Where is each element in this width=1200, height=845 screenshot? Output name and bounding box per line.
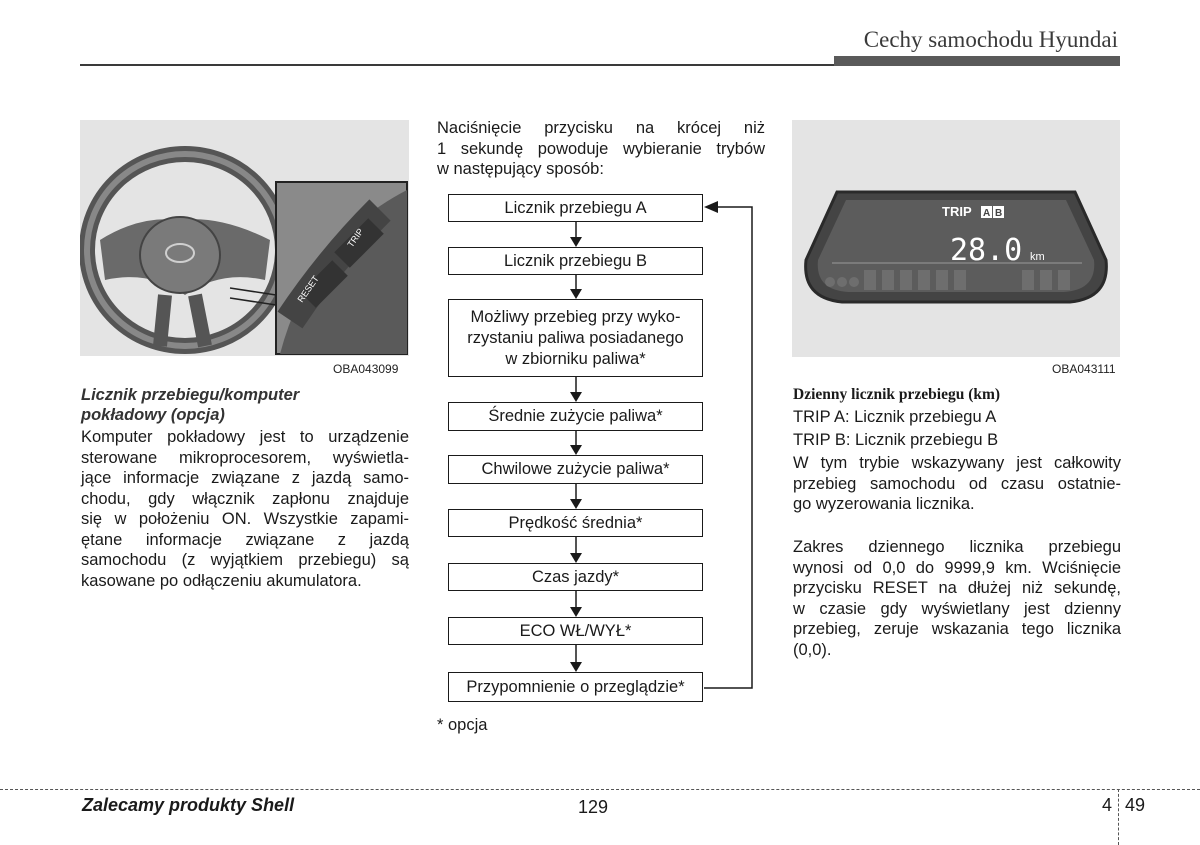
image-code-right: OBA043111: [1052, 362, 1116, 376]
text-line: 1 sekundę powoduje wybieranie trybów: [437, 139, 765, 158]
down-arrow-icon: [569, 222, 583, 247]
trip-value: 28.0: [950, 233, 1023, 268]
section-heading-left: [81, 385, 411, 425]
flow-step-label: w zbiorniku paliwa*: [505, 349, 646, 368]
text-line: w następujący sposób:: [437, 160, 604, 178]
trip-unit: km: [1030, 251, 1045, 263]
flow-step-label: Prędkość średnia*: [508, 513, 643, 532]
text-line: Komputer pokładowy jest to urządzenie: [81, 428, 409, 446]
text-line: jące informacje związane z jazdą samo-: [81, 469, 409, 487]
flow-step-label: Chwilowe zużycie paliwa*: [481, 460, 670, 478]
header-rule-accent: [834, 56, 1120, 66]
trip-b-line: TRIP B: Licznik przebiegu B: [793, 431, 999, 449]
flow-step: [448, 299, 703, 377]
right-paragraph-2: [793, 537, 1121, 660]
flow-step: [448, 617, 703, 645]
down-arrow-icon: [569, 431, 583, 455]
trip-label: TRIP: [345, 226, 366, 250]
text-line: się w położeniu ON. Wszystkie zapami-: [81, 510, 409, 528]
trip-a-indicator: A: [983, 208, 991, 219]
trip-mode-text: TRIP: [942, 204, 972, 219]
flow-step: [448, 247, 703, 275]
trip-a-line: TRIP A: Licznik przebiegu A: [793, 408, 997, 426]
text-line: w czasie gdy wyświetlany jest dzienny: [793, 599, 1121, 618]
text-line: go wyzerowania licznika.: [793, 495, 975, 513]
footer-rule: [0, 789, 1200, 790]
chapter-number: 4: [1102, 795, 1113, 815]
flow-step: [448, 402, 703, 431]
text-line: Zakres dziennego licznika przebiegu: [793, 538, 1121, 556]
down-arrow-icon: [569, 275, 583, 299]
footer-divider: [1118, 789, 1119, 845]
heading-line: pokładowy (opcja): [81, 406, 225, 424]
text-line: (0,0).: [793, 640, 832, 659]
text-line: sterowane mikroprocesorem, wyświetla-: [81, 448, 409, 467]
running-header: Cechy samochodu Hyundai: [863, 27, 1118, 52]
flow-step-label: Czas jazdy*: [531, 567, 620, 586]
text-line: wynosi od 0,0 do 9999,9 km. Wciśnięcie: [793, 558, 1121, 577]
intro-paragraph: [437, 118, 765, 180]
flow-step-label: Możliwy przebieg przy wyko-: [470, 307, 681, 326]
text-line: kasowane po odłączeniu akumulatora.: [81, 571, 362, 590]
footer-slogan: Zalecamy produkty Shell: [82, 795, 295, 815]
text-line: ętane informacje związane z jazdą: [81, 530, 409, 549]
flow-step: [448, 563, 703, 591]
flow-step: [448, 455, 703, 484]
image-code-left: OBA043099: [333, 362, 399, 376]
right-paragraph-1: [793, 453, 1121, 515]
down-arrow-icon: [569, 537, 583, 563]
page-number: 129: [578, 797, 609, 817]
flow-step: [448, 509, 703, 537]
flow-step-label: Przypomnienie o przeglądzie*: [466, 677, 685, 696]
display-illustration: [792, 120, 1120, 357]
flow-step-label: Licznik przebiegu A: [504, 198, 647, 217]
reset-label: RESET: [295, 273, 321, 305]
flow-step-label: Licznik przebiegu B: [503, 251, 648, 270]
flow-step: [448, 672, 703, 702]
down-arrow-icon: [569, 377, 583, 402]
flow-step-label: Średnie zużycie paliwa*: [488, 407, 663, 425]
down-arrow-icon: [569, 645, 583, 672]
trip-display-image: [792, 120, 1120, 357]
text-line: przebieg, zeruje wskazania tego licznika: [793, 620, 1121, 638]
steering-wheel-illustration: [80, 120, 409, 356]
footnote: * opcja: [437, 716, 488, 734]
text-line: przycisku RESET na dłużej niż sekundę,: [793, 579, 1121, 597]
flow-step-label: ECO WŁ/WYŁ*: [519, 621, 632, 640]
text-line: samochodu (z wyjątkiem przebiegu) są: [81, 551, 409, 569]
text-line: W tym trybie wskazywany jest całkowity: [793, 454, 1121, 472]
text-line: przebieg samochodu od czasu ostatnie-: [793, 474, 1121, 493]
heading-line: Licznik przebiegu/komputer: [81, 386, 300, 404]
text-line: chodu, gdy włącznik zapłonu znajduje: [81, 489, 409, 508]
down-arrow-icon: [569, 484, 583, 509]
left-paragraph: [81, 427, 409, 591]
down-arrow-icon: [569, 591, 583, 617]
section-heading-right: Dzienny licznik przebiegu (km): [793, 386, 1001, 403]
steering-wheel-image: [80, 120, 409, 356]
flow-step: [448, 194, 703, 222]
flow-step-label: rzystaniu paliwa posiadanego: [467, 328, 684, 347]
trip-b-indicator: B: [995, 208, 1003, 219]
chapter-page-number: 49: [1125, 795, 1146, 815]
text-line: Naciśnięcie przycisku na krócej niż: [437, 119, 765, 137]
